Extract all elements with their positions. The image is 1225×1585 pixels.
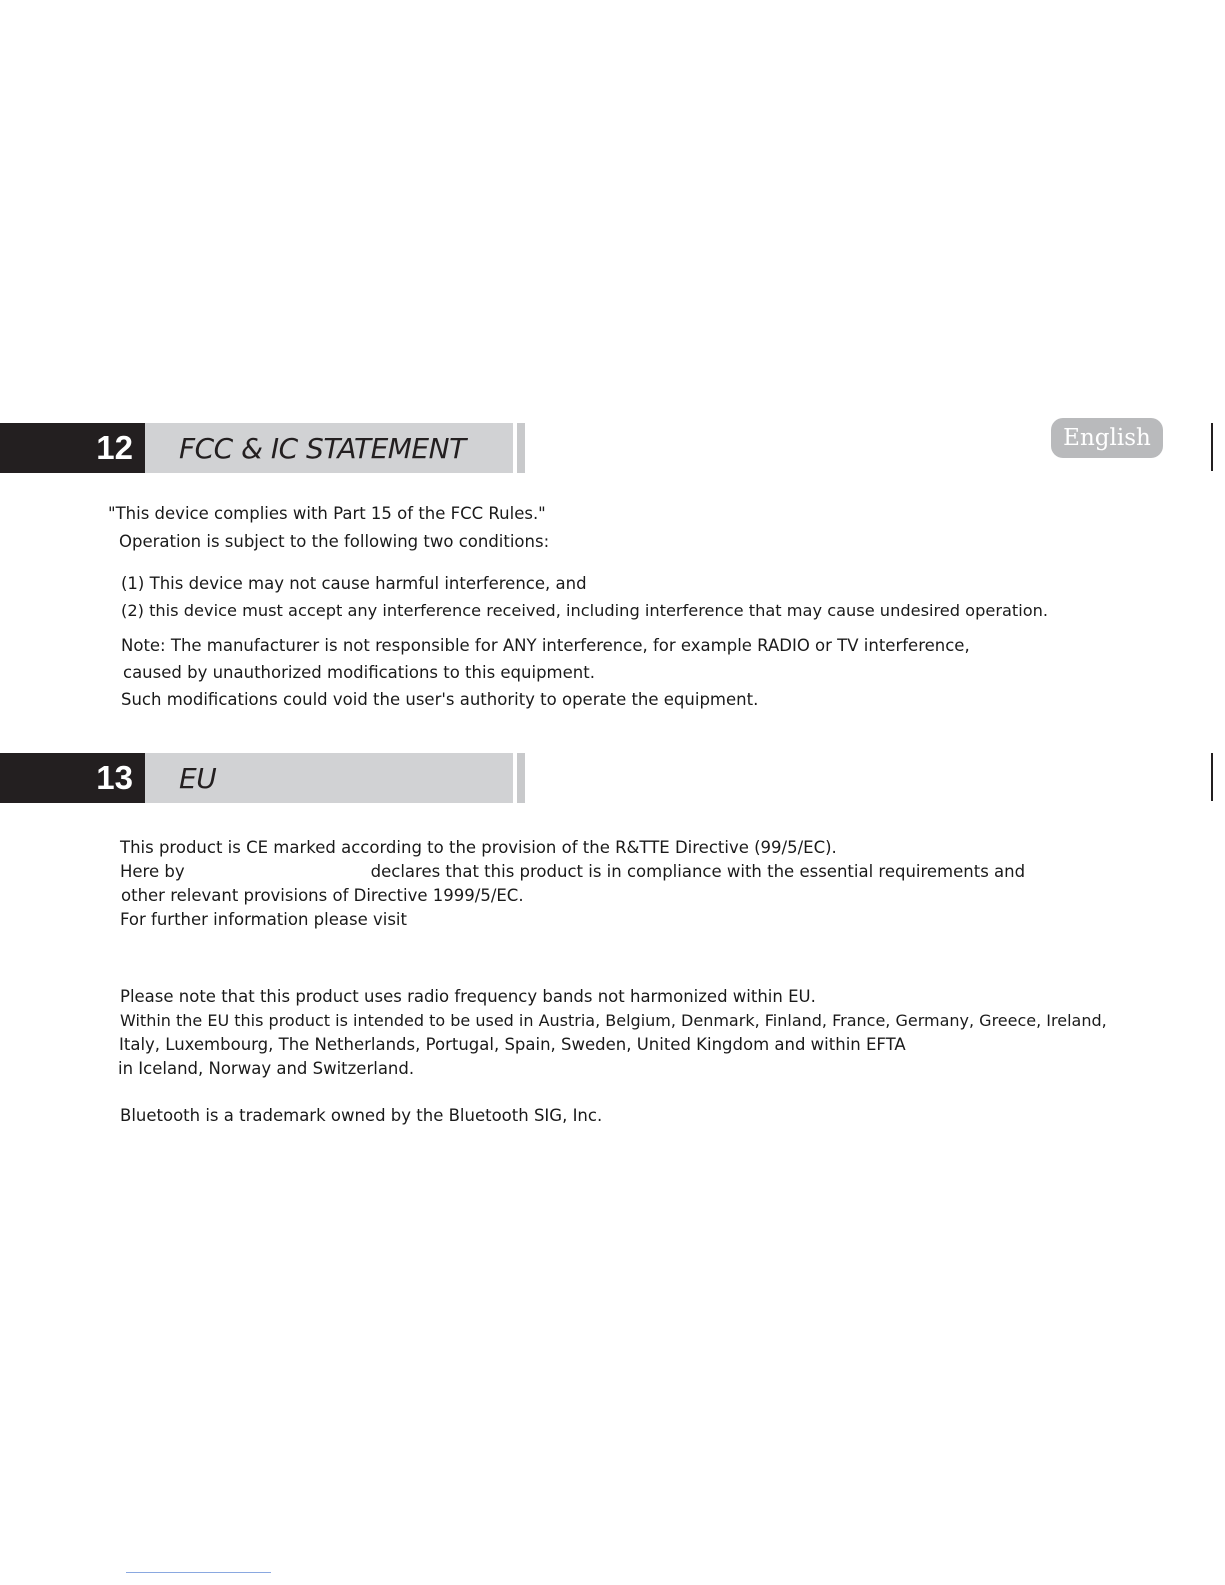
page-edge-mark (1211, 753, 1213, 801)
section-end-tick (517, 753, 525, 803)
language-badge: English (1051, 418, 1163, 458)
fcc-line-2: Operation is subject to the following two conditions: (119, 532, 550, 551)
section-number: 13 (96, 759, 133, 796)
fcc-line-5: Note: The manufacturer is not responsible for ANY interference, for example RADIO or TV interference, (121, 636, 970, 655)
section-title: EU (179, 762, 217, 795)
section-title-bar (145, 753, 513, 803)
eu-here-by: Here by (120, 862, 185, 881)
eu-line-1: This product is CE marked according to the provision of the R&TTE Directive (99/5/EC). (120, 838, 837, 857)
footer-rule (126, 1572, 271, 1573)
section-number-block (0, 753, 145, 803)
fcc-line-3: (1) This device may not cause harmful interference, and (121, 574, 587, 593)
fcc-line-4: (2) this device must accept any interference received, including interference that may cause undesired operation. (121, 601, 1049, 620)
eu-line-6: Within the EU this product is intended to be used in Austria, Belgium, Denmark, Finland, France, Germany, Greece, Ireland, (120, 1011, 1107, 1030)
eu-line-3: other relevant provisions of Directive 1999/5/EC. (121, 886, 524, 905)
section-title-bar (145, 423, 513, 473)
page-edge-mark (1211, 423, 1213, 471)
section-title: FCC & IC STATEMENT (179, 432, 466, 465)
eu-line-4: For further information please visit (120, 910, 407, 929)
section-header-eu (0, 753, 530, 803)
fcc-line-7: Such modifications could void the user's authority to operate the equipment. (121, 690, 759, 709)
section-number-block (0, 423, 145, 473)
section-number: 12 (96, 429, 133, 466)
eu-line-8: in Iceland, Norway and Switzerland. (118, 1059, 415, 1078)
section-end-tick (517, 423, 525, 473)
eu-line-5: Please note that this product uses radio frequency bands not harmonized within EU. (120, 987, 816, 1006)
fcc-line-1: "This device complies with Part 15 of the FCC Rules." (108, 504, 546, 523)
eu-line-2 (120, 861, 1025, 883)
eu-line-7: Italy, Luxembourg, The Netherlands, Portugal, Spain, Sweden, United Kingdom and within EFTA (119, 1035, 906, 1054)
fcc-line-6: caused by unauthorized modifications to this equipment. (123, 663, 595, 682)
eu-declares: declares that this product is in compliance with the essential requirements and (370, 862, 1026, 881)
section-header-fcc (0, 423, 530, 473)
eu-line-9: Bluetooth is a trademark owned by the Bluetooth SIG, Inc. (120, 1106, 603, 1125)
